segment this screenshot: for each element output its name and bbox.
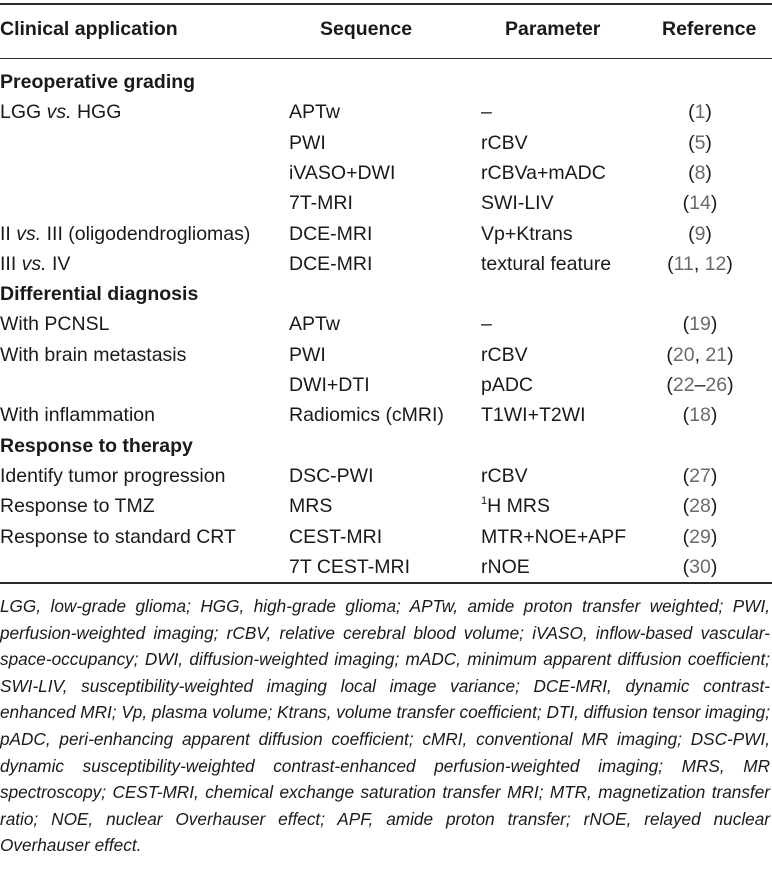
cell-sequence: DCE-MRI (289, 223, 373, 245)
cell-parameter: pADC (481, 374, 534, 396)
cell-sequence: iVASO+DWI (289, 162, 396, 184)
cell-reference: (8) (688, 162, 712, 184)
cell-parameter: rCBV (481, 344, 528, 366)
reference-link[interactable]: 5 (694, 132, 706, 154)
cell-reference: (11, 12) (667, 253, 733, 275)
table-top-rule (0, 3, 772, 5)
reference-link[interactable]: 9 (694, 223, 706, 245)
reference-link[interactable]: 21 (705, 344, 728, 366)
reference-link[interactable]: 19 (689, 313, 711, 335)
cell-sequence: 7T-MRI (289, 192, 353, 214)
reference-link[interactable]: 26 (705, 374, 728, 396)
table-footnote: LGG, low-grade glioma; HGG, high-grade glioma; APTw, amide proton transfer weighted; PWI, perfusion-weighted imaging; rCBV, relative cerebral blood volume; iVASO, inflow-based vascular-space-occupancy; DWI, diffusion-weighted imaging; mADC, minimum apparent diffusion coefficient; SWI-LIV, susceptibility-weighted imaging local image variance; DCE-MRI, dynamic contrast-enhanced MRI; Vp, plasma volume; Ktrans, volume transfer coefficient; DTI, diffusion tensor imaging; pADC, peri-enhancing apparent diffusion coefficient; cMRI, conventional MR imaging; DSC-PWI, dynamic susceptibility-weighted contrast-enhanced perfusion-weighted imaging; MRS, MR spectroscopy; CEST-MRI, chemical exchange saturation transfer MRI; MTR, magnetization transfer ratio; NOE, nuclear Overhauser effect; APF, amide proton transfer; rNOE, relayed nuclear Overhauser effect. (0, 596, 770, 856)
reference-link[interactable]: 11 (673, 253, 694, 275)
cell-reference: (27) (682, 465, 718, 487)
cell-reference: (28) (682, 495, 718, 517)
cell-clinical-application: With PCNSL (0, 313, 110, 335)
cell-reference: (29) (682, 526, 718, 548)
header-parameter: Parameter (505, 18, 601, 40)
cell-clinical-application: Identify tumor progression (0, 465, 226, 487)
cell-parameter: rCBV (481, 132, 528, 154)
cell-reference: (22–26) (666, 374, 734, 396)
cell-sequence: 7T CEST-MRI (289, 556, 410, 578)
cell-reference: (19) (682, 313, 718, 335)
cell-reference: (20, 21) (666, 344, 734, 366)
cell-reference: (9) (688, 223, 712, 245)
cell-reference: (18) (682, 404, 718, 426)
reference-link[interactable]: 22 (672, 374, 695, 396)
reference-link[interactable]: 18 (689, 404, 711, 426)
cell-clinical-application: III vs. IV (0, 253, 71, 275)
reference-link[interactable]: 20 (672, 344, 695, 366)
reference-link[interactable]: 8 (694, 162, 706, 184)
cell-reference: (5) (688, 132, 712, 154)
cell-sequence: DWI+DTI (289, 374, 370, 396)
cell-parameter: SWI-LIV (481, 192, 554, 214)
cell-parameter: – (481, 101, 492, 123)
cell-sequence: PWI (289, 344, 326, 366)
cell-clinical-application: LGG vs. HGG (0, 101, 122, 123)
cell-reference: (30) (682, 556, 718, 578)
cell-clinical-application: Response to standard CRT (0, 526, 236, 548)
cell-parameter: Vp+Ktrans (481, 223, 573, 245)
header-bottom-rule (0, 58, 772, 59)
cell-sequence: DSC-PWI (289, 465, 374, 487)
cell-parameter: rCBVa+mADC (481, 162, 606, 184)
cell-parameter: rCBV (481, 465, 528, 487)
cell-sequence: CEST-MRI (289, 526, 383, 548)
header-sequence: Sequence (320, 18, 413, 40)
table-bottom-rule (0, 582, 772, 584)
reference-link[interactable]: 14 (689, 192, 711, 214)
cell-reference: (1) (688, 101, 712, 123)
cell-sequence: Radiomics (cMRI) (289, 404, 444, 426)
cell-clinical-application: With brain metastasis (0, 344, 187, 366)
cell-clinical-application: Response to TMZ (0, 495, 155, 517)
section-heading: Response to therapy (0, 435, 193, 457)
section-heading: Preoperative grading (0, 71, 196, 93)
header-clinical-application: Clinical application (0, 18, 178, 40)
cell-sequence: APTw (289, 101, 340, 123)
cell-reference: (14) (682, 192, 718, 214)
header-reference: Reference (662, 18, 757, 40)
cell-parameter: MTR+NOE+APF (481, 526, 627, 548)
cell-parameter: – (481, 313, 492, 335)
cell-parameter: $^1$H MRS (481, 494, 550, 517)
cell-sequence: DCE-MRI (289, 253, 373, 275)
section-heading: Differential diagnosis (0, 283, 199, 305)
cell-parameter: textural feature (481, 253, 612, 275)
reference-link[interactable]: 29 (689, 526, 711, 548)
cell-parameter: rNOE (481, 556, 530, 578)
cell-parameter: T1WI+T2WI (481, 404, 586, 426)
cell-clinical-application: II vs. III (oligodendrogliomas) (0, 223, 251, 245)
reference-link[interactable]: 1 (694, 101, 706, 123)
reference-link[interactable]: 30 (689, 556, 711, 578)
reference-link[interactable]: 12 (704, 253, 727, 275)
cell-sequence: PWI (289, 132, 326, 154)
cell-sequence: MRS (289, 495, 333, 517)
cell-clinical-application: With inflammation (0, 404, 155, 426)
cell-sequence: APTw (289, 313, 340, 335)
reference-link[interactable]: 27 (689, 465, 711, 487)
reference-link[interactable]: 28 (689, 495, 711, 517)
